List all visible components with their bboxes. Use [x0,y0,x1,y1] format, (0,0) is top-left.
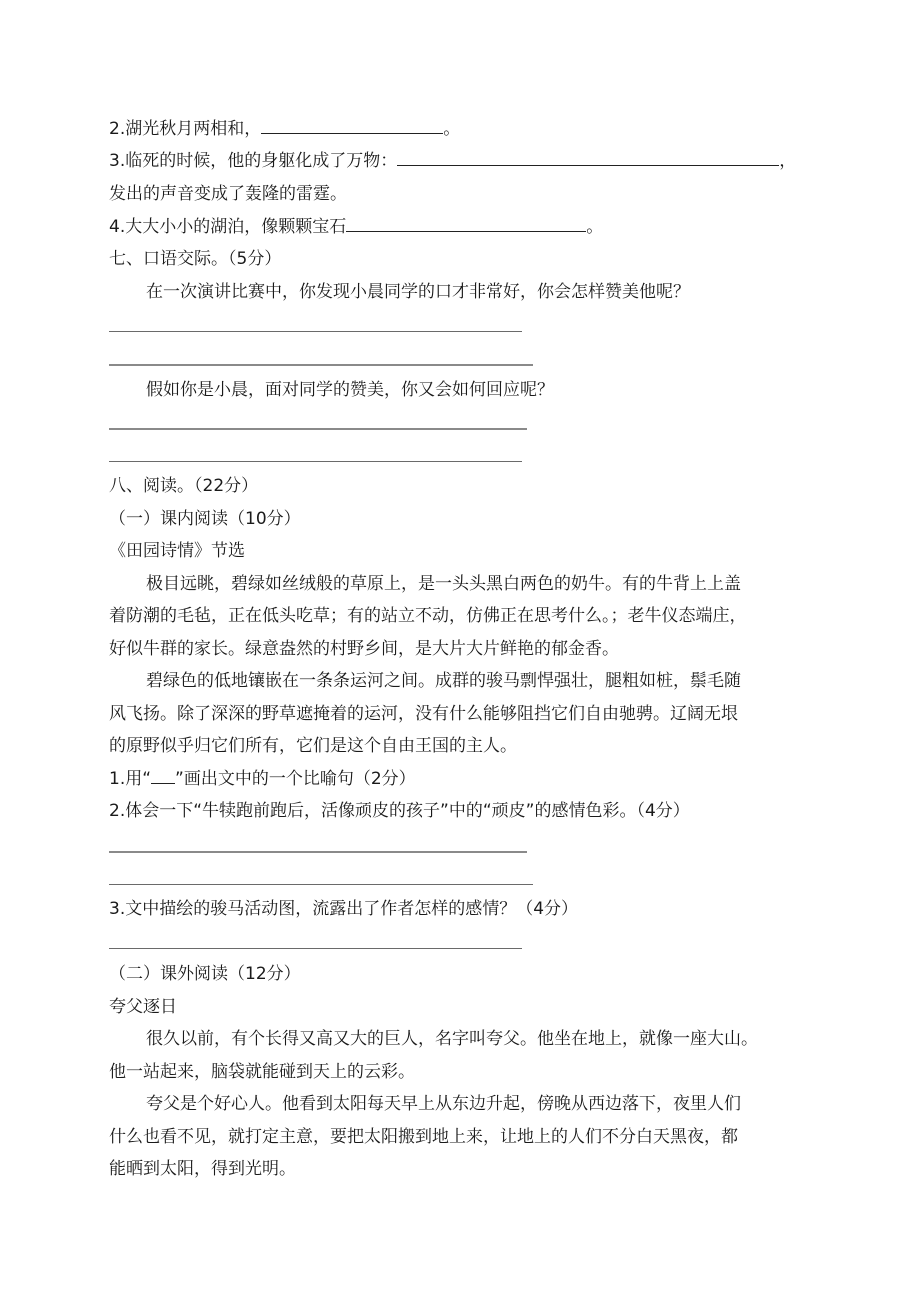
oral-prompt-2: 假如你是小晨，面对同学的赞美，你又会如何回应呢？ [146,380,554,400]
passage-2-line: 夸父是个好心人。他看到太阳每天早上从东边升起，傍晚从西边落下，夜里人们 [146,1094,741,1114]
answer-line[interactable] [109,428,527,430]
answer-blank[interactable] [261,117,443,134]
reading-question-2: 2.体会一下“牛犊跑前跑后，活像顽皮的孩子”中的“顽皮”的感情色彩。（4分） [109,801,690,821]
passage-1-title: 《田园诗情》节选 [109,541,245,561]
passage-2-line: 什么也看不见，就打定主意，要把太阳搬到地上来，让地上的人们不分白天黑夜，都 [109,1127,738,1147]
passage-1-line: 碧绿色的低地镶嵌在一条条运河之间。成群的骏马剽悍强壮，腿粗如桩，鬃毛随 [146,671,741,691]
answer-line[interactable] [109,364,533,366]
question-4: 4.大大小小的湖泊，像颗颗宝石 。 [109,217,604,237]
answer-line[interactable] [109,461,522,462]
question-3-continued: 发出的声音变成了轰隆的雷霆。 [109,184,347,204]
passage-1-line: 着防潮的毛毡，正在低头吃草；有的站立不动，仿佛正在思考什么。；老牛仪态端庄， [109,606,747,626]
question-2: 2.湖光秋月两相和， 。 [109,119,461,139]
reading-question-3: 3.文中描绘的骏马活动图，流露出了作者怎样的感情？（4分） [109,899,579,919]
passage-1-line: 风飞扬。除了深深的野草遮掩着的运河，没有什么能够阻挡它们自由驰骋。辽阔无垠 [109,704,738,724]
part-2-title: （二）课外阅读（12分） [109,964,301,984]
answer-line[interactable] [109,851,527,853]
passage-2-title: 夸父逐日 [109,997,177,1017]
answer-line[interactable] [109,948,522,949]
passage-1-line: 好似牛群的家长。绿意盎然的村野乡间，是大片大片鲜艳的郁金香。 [109,639,619,659]
part-1-title: （一）课内阅读（10分） [109,509,301,529]
answer-line[interactable] [109,331,522,332]
passage-2-line: 很久以前，有个长得又高又大的巨人，名字叫夸父。他坐在地上，就像一座大山。 [146,1029,758,1049]
section-8-title: 八、阅读。（22分） [109,476,259,496]
underline-sample [151,767,175,784]
passage-2-line: 他一站起来，脑袋就能碰到天上的云彩。 [109,1062,415,1082]
passage-1-line: 的原野似乎归它们所有，它们是这个自由王国的主人。 [109,736,517,756]
answer-blank[interactable] [397,149,779,166]
passage-1-line: 极目远眺，碧绿如丝绒般的草原上，是一头头黑白两色的奶牛。有的牛背上上盖 [146,574,741,594]
oral-prompt-1: 在一次演讲比赛中，你发现小晨同学的口才非常好，你会怎样赞美他呢？ [146,282,690,302]
section-7-title: 七、口语交际。（5分） [109,249,282,269]
passage-2-line: 能晒到太阳，得到光明。 [109,1159,296,1179]
question-3: 3.临死的时候，他的身躯化成了万物： ， [109,151,797,171]
reading-question-1: 1.用“ ”画出文中的一个比喻句（2分） [109,769,416,789]
answer-blank[interactable] [346,215,586,232]
answer-line[interactable] [109,884,533,885]
